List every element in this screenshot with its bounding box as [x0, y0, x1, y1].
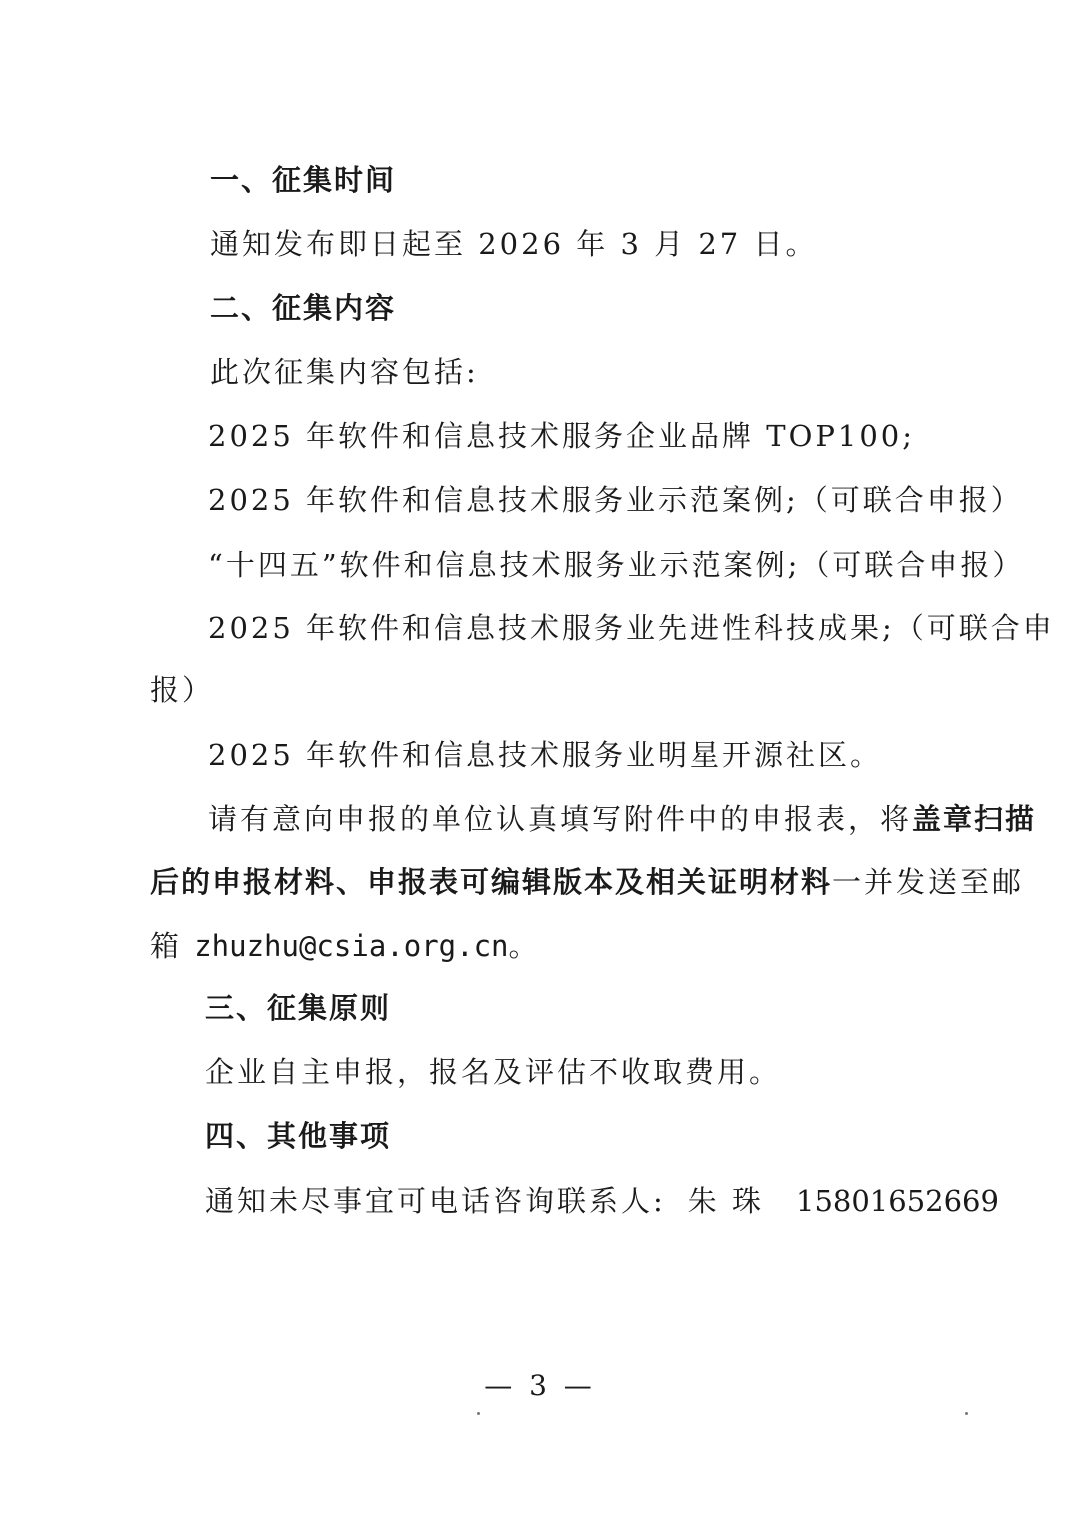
contact-phone: 15801652669: [796, 1184, 999, 1218]
email-address: zhuzhu@csia.org.cn: [194, 929, 509, 963]
list-item: 2025 年软件和信息技术服务业示范案例;（可联合申报）: [208, 483, 1023, 517]
instruction-bold: 盖章扫描: [912, 802, 1037, 836]
section-4-text: [205, 1181, 999, 1221]
instruction-line-2: [150, 862, 1024, 902]
page-number: — 3 —: [484, 1369, 596, 1402]
section-1-heading: 一、征集时间: [210, 163, 397, 197]
section-4-heading: 四、其他事项: [205, 1119, 392, 1153]
section-2-heading: 二、征集内容: [210, 291, 397, 325]
contact-name: 朱 珠: [687, 1184, 764, 1218]
list-item: 2025 年软件和信息技术服务企业品牌 TOP100;: [208, 419, 915, 453]
instruction-text: 一并发送至邮: [832, 865, 1025, 899]
instruction-text: 箱: [150, 929, 195, 963]
list-item: 2025 年软件和信息技术服务业明星开源社区。: [208, 738, 883, 772]
contact-label: 通知未尽事宜可电话咨询联系人:: [205, 1184, 666, 1218]
list-item: 2025 年软件和信息技术服务业先进性科技成果;（可联合申: [208, 611, 1055, 645]
scan-speck: [477, 1412, 480, 1415]
section-3-text: 企业自主申报，报名及评估不收取费用。: [205, 1055, 782, 1089]
section-1-text: 通知发布即日起至 2026 年 3 月 27 日。: [210, 227, 818, 261]
instruction-line-1: [208, 799, 1036, 839]
list-item: “十四五”软件和信息技术服务业示范案例;（可联合申报）: [208, 548, 1025, 582]
instruction-line-3: [150, 926, 541, 966]
list-item-continuation: 报）: [150, 673, 215, 707]
instruction-text: 请有意向申报的单位认真填写附件中的申报表，将: [208, 802, 913, 836]
instruction-bold: 后的申报材料、申报表可编辑版本及相关证明材料: [150, 865, 833, 899]
instruction-text: 。: [508, 929, 541, 963]
section-3-heading: 三、征集原则: [205, 991, 392, 1025]
section-2-intro: 此次征集内容包括:: [210, 355, 479, 389]
scan-speck: [965, 1412, 968, 1415]
